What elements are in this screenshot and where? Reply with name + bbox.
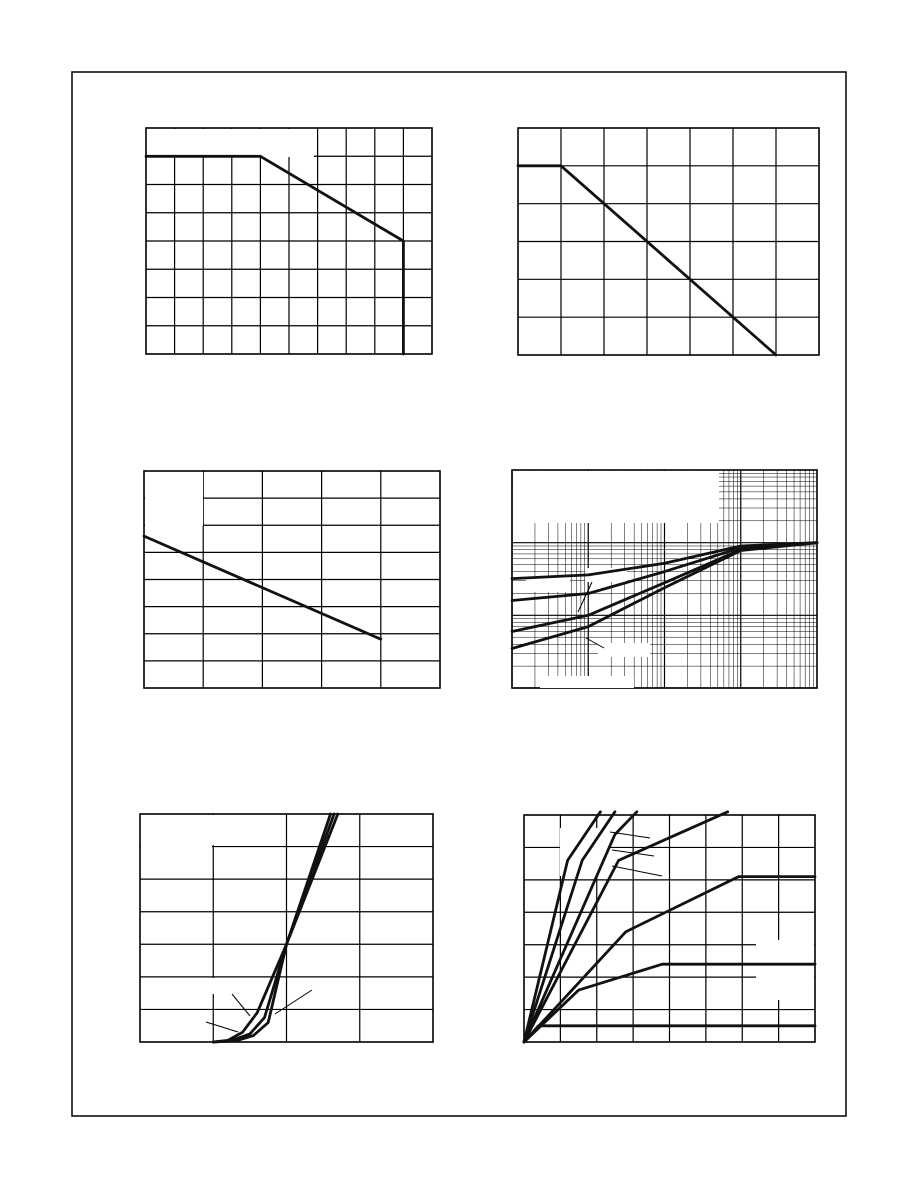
chart-5-label-box (186, 978, 234, 994)
chart-5-transfer-curves (140, 814, 433, 1042)
chart-4-label-box-4 (540, 676, 634, 688)
chart-4-label-box-3 (598, 643, 650, 657)
chart-3-linear-trend (144, 471, 440, 688)
chart-5-inset-area-top (141, 815, 285, 845)
chart-2-derating-curve (518, 128, 819, 355)
chart-1-inset-area (147, 129, 314, 157)
chart-3-inset-area (145, 472, 203, 526)
chart-1-derating-curve (146, 128, 432, 354)
chart-1-plot-area (146, 128, 432, 354)
chart-6-output-curves (524, 812, 815, 1042)
chart-4-log-log-response (512, 470, 817, 688)
chart-5-inset-area-left (141, 845, 212, 877)
chart-6-label-box-2 (756, 940, 814, 1000)
chart-4-inset-area (513, 471, 719, 523)
